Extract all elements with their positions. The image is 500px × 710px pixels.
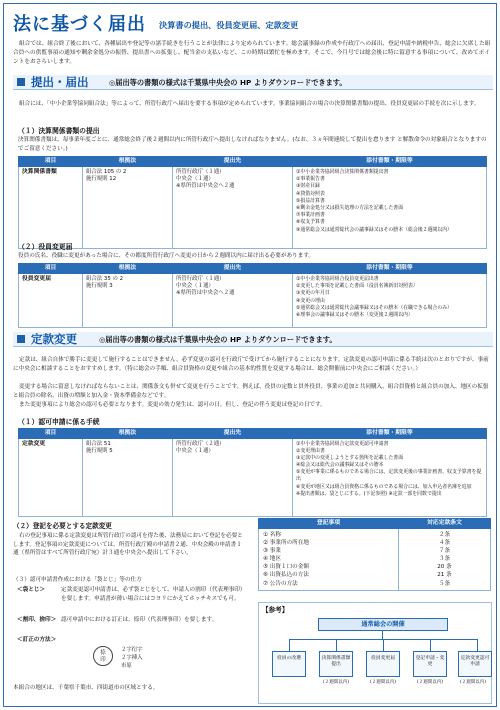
seal-value: 認可申請中における訂正は、捺印（代表理事印）を要します。: [61, 617, 218, 623]
flow-box: 登記申請・変更: [413, 651, 447, 677]
flow-caption: (２週間以内): [416, 680, 443, 685]
list-item: ④ 地区: [263, 556, 281, 563]
column-header: 根拠法: [83, 429, 173, 439]
list-item: ４条: [438, 540, 451, 547]
list-item: 21 条: [437, 572, 452, 579]
section-title: 定款変更: [31, 332, 77, 346]
list-item: 20 条: [437, 564, 452, 571]
table-cell: 組合法 105 の 2 施行規則 12: [83, 167, 173, 249]
header: [13, 11, 488, 41]
flow-connector: [336, 639, 337, 651]
page-subtitle: 決算書の提出、役員変更届、定款変更: [159, 20, 299, 30]
list-item: ⑥ 出資払込の方法: [263, 572, 309, 579]
list-item: ⑦ 公告の方法: [263, 580, 298, 587]
seal-row: [17, 616, 249, 634]
section-title: 提出・届出: [31, 75, 89, 89]
flow-connector: [382, 631, 383, 639]
settlement-text: 決算関係書類は、毎事業年度ごとに、通常総会終了後２週間以内に所管行政庁へ提出しなければなりません。(なお、３ヵ年間連続して提出を怠ります と解散命令の対象組合となりますのでご留意ください。): [18, 137, 487, 152]
subheading-registration: （２）登記を必要とする定款変更: [13, 522, 112, 530]
flow-connector: [383, 639, 384, 651]
subheading-settlement: （１）決算関係書類の提出: [18, 127, 100, 135]
articles-para-3: また変更事項により総会の認可も必要となります。変更の効力発生は、認可の日。但し、登記の伴う変更は登記の日です。: [19, 402, 326, 408]
column-header: 提出先: [173, 429, 293, 439]
column-header: 根拠法: [83, 157, 173, 167]
column-header: 項目: [19, 429, 83, 439]
page-title: 法に基づく届出: [13, 14, 146, 35]
articles-para-2: 変更する場合に留意しなければならないことは、関係条文も併せて変更を行うことです。例えば、役員の定数と員外役員、事業の追加と共同購入、組合員資格と組合員の加入、地区の拡張と組合員の除名、出資の増額と加入金・資本準備金などです。: [13, 384, 489, 399]
table-cell: 所管行政庁（１通） 中央会（１通） ※県所管は中央会へ２通: [173, 274, 293, 328]
flow-caption: (２週間以内): [322, 680, 349, 685]
table-cell: 決算関係書類: [19, 167, 83, 249]
correction-label: ＜訂正の方法＞: [17, 637, 57, 643]
flow-box: 決算関係書類提出: [319, 651, 353, 677]
section-intro: 組合には、「中小企業等協同組合法」等によって、所管行政庁へ届出を要する事項が定められています。事業協同組合の場合の決算関係書類の提出、役員変更届の手続を次に示します。: [19, 101, 480, 107]
column-header: 添付書類・期限等: [293, 157, 487, 167]
list-item: ② 事業所の所在地: [263, 540, 309, 547]
approval-table: [18, 428, 487, 517]
binding-row: [17, 586, 249, 614]
settlement-table: [18, 156, 487, 249]
flow-connector: [289, 639, 290, 651]
list-item: ③ 事業: [263, 548, 281, 555]
item-articles: [399, 529, 491, 591]
registration-items-table: [258, 518, 491, 591]
subheading-officer: （２）役員変更届: [18, 243, 73, 251]
officer-text: 役員の氏名、役職に変更があった場合に、その都度所管行政庁へ変更の日から２週間以内に届け出る必要があります。: [18, 253, 314, 259]
column-header: 添付書類・期限等: [293, 264, 487, 274]
binding-label: ＜袋とじ＞: [17, 587, 45, 593]
reference-label: 【参考】: [262, 606, 289, 614]
flow-top-box: 通常総会の開催: [318, 618, 448, 631]
table-cell: 組合法 51 施行規則 5: [83, 439, 173, 517]
list-item: ⑤ 出資１口の金額: [263, 564, 309, 571]
square-bullet-icon: [17, 78, 25, 86]
seal-stamp: [93, 646, 113, 666]
subheading-approval: （１）認可申請に係る手続: [18, 418, 100, 426]
binding-value: 定款変更認可申請書は、必ず袋とじをして、申請人の割印（代表理事印）を要します。申請書が薄い場合にはコヨリにかえてホッチキスでも可。: [61, 587, 246, 602]
table-cell: 組合法 35 の 2 施行規則 3: [83, 274, 173, 328]
flow-box: 定款変更認可申請: [458, 651, 492, 677]
column-header: 項目: [19, 264, 83, 274]
list-item: ① 名称: [263, 532, 281, 538]
table-cell: 定款変更: [19, 439, 83, 517]
table-cell: 役員変更届: [19, 274, 83, 328]
column-header: 対応定款条文: [399, 519, 491, 529]
section-header-articles: [13, 332, 493, 347]
page: [3, 3, 497, 707]
seal-label: ＜割印、捨印＞: [17, 617, 57, 623]
column-header: 項目: [19, 157, 83, 167]
stamp-text: 捺 印: [100, 650, 106, 663]
table-cell: ①中小企業等協同組合役員変更届出書 ②変更した事項を記載した書面（役員名簿新旧対照表） ③変更の年月日 ④変更の理由 ⑤通常総会又は通常総代会議事録又はその謄本（在職できる場合のみ） ⑥理事会の議事録又はその謄本（変更後２週間以内）: [293, 274, 487, 328]
flow-box: 役員変更届: [366, 651, 400, 677]
column-header: 提出先: [173, 157, 293, 167]
intro-text: 組合では、組合終了後において、各種届出や登記等の諸手続きを行うことが法律により定められています。総会議事録の作成や行政庁への届出、登記申請や納税申告、総会に欠席した組合員への供覧事項の通知や剰余金処分の振替、提出書への拡張し、配当金の支払いなど、この時期は繁忙を極めます。そこで、今月号では総会後に特に留意する事項について、改めてポイントをおさらいします。: [13, 41, 491, 65]
table-cell: 所管行政庁（２通） 中央会（１通）: [173, 439, 293, 517]
list-item: ７条: [438, 548, 451, 555]
list-item: ５条: [438, 580, 451, 587]
list-item: ２条: [438, 532, 451, 538]
square-bullet-icon: [17, 335, 25, 343]
footer-example: 本組合の地区は、千葉県千葉市、四街道市の区域とする。: [13, 685, 159, 691]
table-cell: ①中小企業等協同組合決算関係書類提出書 ②事業報告書 ③財産目録 ④貸借対照表 ⑤損益計算書 ⑥剰余金処分又は損失処理の方法を記載した書面 ⑦事業計画書 ⑧収支予算書 ⑨通常総会又は通常総代会の議事録又はその謄本（総会後２週間以内）: [293, 167, 487, 249]
registration-text: 右の登記事項に係る定款変更は所管行政庁の認可を得た後、法務局において登記を必要とします。登記事項の定款変更については、所管行政庁殿の申請書２通、中央会殿の申請書１通（県所管はすべて所管行政庁宛）計３通を中央会へ提出して下さい。: [13, 533, 243, 557]
subheading-binding: （３）認可申請書作成における「袋とじ」等の仕方: [13, 577, 142, 583]
flow-caption: (２週間以内): [459, 680, 486, 685]
section-header-filing: [13, 75, 493, 90]
articles-para-1: 定款は、組合自体で勝手に変更して施行することはできません。必ず変更の認可を行政庁で受けてから施行することになります。定款変更の認可申請に係る手続は次のとおりですが、事前に中央会に相談することをおすすめします。（特に総会の手順、組合員資格の変更や組合の基本的性質を変更する場合は、総会開催前に中央会にご相談ください。）: [13, 357, 489, 372]
officer-table: [18, 263, 487, 328]
column-header: 根拠法: [83, 264, 173, 274]
column-header: 登記事項: [259, 519, 399, 529]
flow-connector: [477, 639, 478, 651]
list-item: ３条: [438, 556, 451, 563]
flow-connector: [430, 639, 431, 651]
column-header: 提出先: [173, 264, 293, 274]
section-note: ◎届出等の書類の様式は千葉県中央会の HP よりダウンロードできます。: [109, 78, 347, 87]
correction-example: ２字衍字 ２字挿入 市原: [121, 647, 143, 669]
flow-caption: (２週間以内): [369, 680, 396, 685]
table-cell: 所管行政庁（１通） 中央会（１通） ※県所管は中央会へ２通: [173, 167, 293, 249]
flow-box: 役員の改選: [272, 651, 306, 677]
item-names: [259, 529, 399, 591]
section-note: ◎届出等の書類の様式は千葉県中央会の HP よりダウンロードできます。: [99, 335, 337, 344]
column-header: 添付書類・期限等: [293, 429, 487, 439]
table-cell: ①中小企業等協同組合定款変更認可申請書 ②変更理由書 ③定款中の変更しようとする箇所を記載した書面 ④総会又は総代会の議事録又はその謄本 ⑤変更が事業に係るものである場合には、定款変更後の事業計画書、収支予算書を提出 ⑥変更が地区又は組合員資格に係るものである場合には、加入申込者名簿を追加 ※提出書類は、袋とじにする。(下記参照) ※定款一部を同数で提出: [293, 439, 487, 517]
